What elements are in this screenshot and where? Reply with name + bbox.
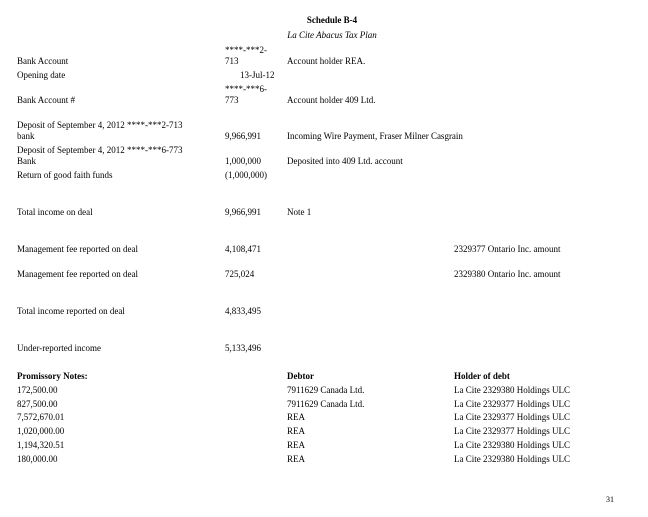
bank-account-label: Bank Account [17, 56, 69, 66]
note-amount: 180,000.00 [17, 454, 58, 464]
notes-header-amount: Promissory Notes: [17, 371, 88, 381]
mgmt-fee-1-note: 2329377 Ontario Inc. amount [454, 244, 561, 254]
note-holder: La Cite 2329377 Holdings ULC [454, 412, 570, 422]
note-debtor: REA [287, 426, 305, 436]
total-income-label: Total income on deal [17, 207, 93, 217]
mgmt-fee-2-value: 725,024 [225, 269, 255, 279]
note-amount: 1,194,320.51 [17, 440, 65, 450]
note-debtor: REA [287, 412, 305, 422]
total-reported-label: Total income reported on deal [17, 306, 125, 316]
mgmt-fee-2-note: 2329380 Ontario Inc. amount [454, 269, 561, 279]
under-reported-value: 5,133,496 [225, 343, 261, 353]
page-subtitle: La Cite Abacus Tax Plan [287, 30, 377, 40]
bank-account-num-value-line2: 773 [225, 95, 239, 105]
notes-header-debtor: Debtor [287, 371, 314, 381]
note-holder: La Cite 2329377 Holdings ULC [454, 426, 570, 436]
opening-date-value: 13-Jul-12 [240, 70, 275, 80]
deposit-1-label-line1: Deposit of September 4, 2012 ****-***2-713 [17, 120, 183, 130]
bank-account-num-note: Account holder 409 Ltd. [287, 95, 376, 105]
return-funds-label: Return of good faith funds [17, 170, 113, 180]
total-reported-value: 4,833,495 [225, 306, 261, 316]
note-debtor: REA [287, 454, 305, 464]
deposit-1-note: Incoming Wire Payment, Fraser Milner Casgrain [287, 131, 463, 141]
return-funds-value: (1,000,000) [225, 170, 267, 180]
mgmt-fee-1-label: Management fee reported on deal [17, 244, 138, 254]
note-amount: 172,500.00 [17, 385, 58, 395]
deposit-1-value: 9,966,991 [225, 131, 261, 141]
deposit-2-value: 1,000,000 [225, 156, 261, 166]
total-income-value: 9,966,991 [225, 207, 261, 217]
opening-date-label: Opening date [17, 70, 66, 80]
note-amount: 7,572,670.01 [17, 412, 65, 422]
mgmt-fee-1-value: 4,108,471 [225, 244, 261, 254]
bank-account-value-line1: ****-***2- [225, 45, 267, 55]
page-title: Schedule B-4 [306, 15, 358, 25]
note-holder: La Cite 2329380 Holdings ULC [454, 454, 570, 464]
notes-header-holder: Holder of debt [454, 371, 510, 381]
note-amount: 827,500.00 [17, 399, 58, 409]
deposit-2-note: Deposited into 409 Ltd. account [287, 156, 403, 166]
page-number: 31 [606, 495, 614, 504]
note-debtor: 7911629 Canada Ltd. [287, 385, 365, 395]
note-holder: La Cite 2329377 Holdings ULC [454, 399, 570, 409]
mgmt-fee-2-label: Management fee reported on deal [17, 269, 138, 279]
deposit-2-label-line2: Bank [17, 156, 36, 166]
bank-account-num-label: Bank Account # [17, 95, 75, 105]
bank-account-num-value-line1: ****-***6- [225, 84, 267, 94]
deposit-2-label-line1: Deposit of September 4, 2012 ****-***6-773 [17, 145, 183, 155]
total-income-note: Note 1 [287, 207, 312, 217]
bank-account-value-line2: 713 [225, 56, 239, 66]
note-holder: La Cite 2329380 Holdings ULC [454, 440, 570, 450]
note-holder: La Cite 2329380 Holdings ULC [454, 385, 570, 395]
under-reported-label: Under-reported income [17, 343, 102, 353]
bank-account-note: Account holder REA. [287, 56, 366, 66]
note-debtor: REA [287, 440, 305, 450]
deposit-1-label-line2: bank [17, 131, 35, 141]
note-amount: 1,020,000.00 [17, 426, 65, 436]
note-debtor: 7911629 Canada Ltd. [287, 399, 365, 409]
